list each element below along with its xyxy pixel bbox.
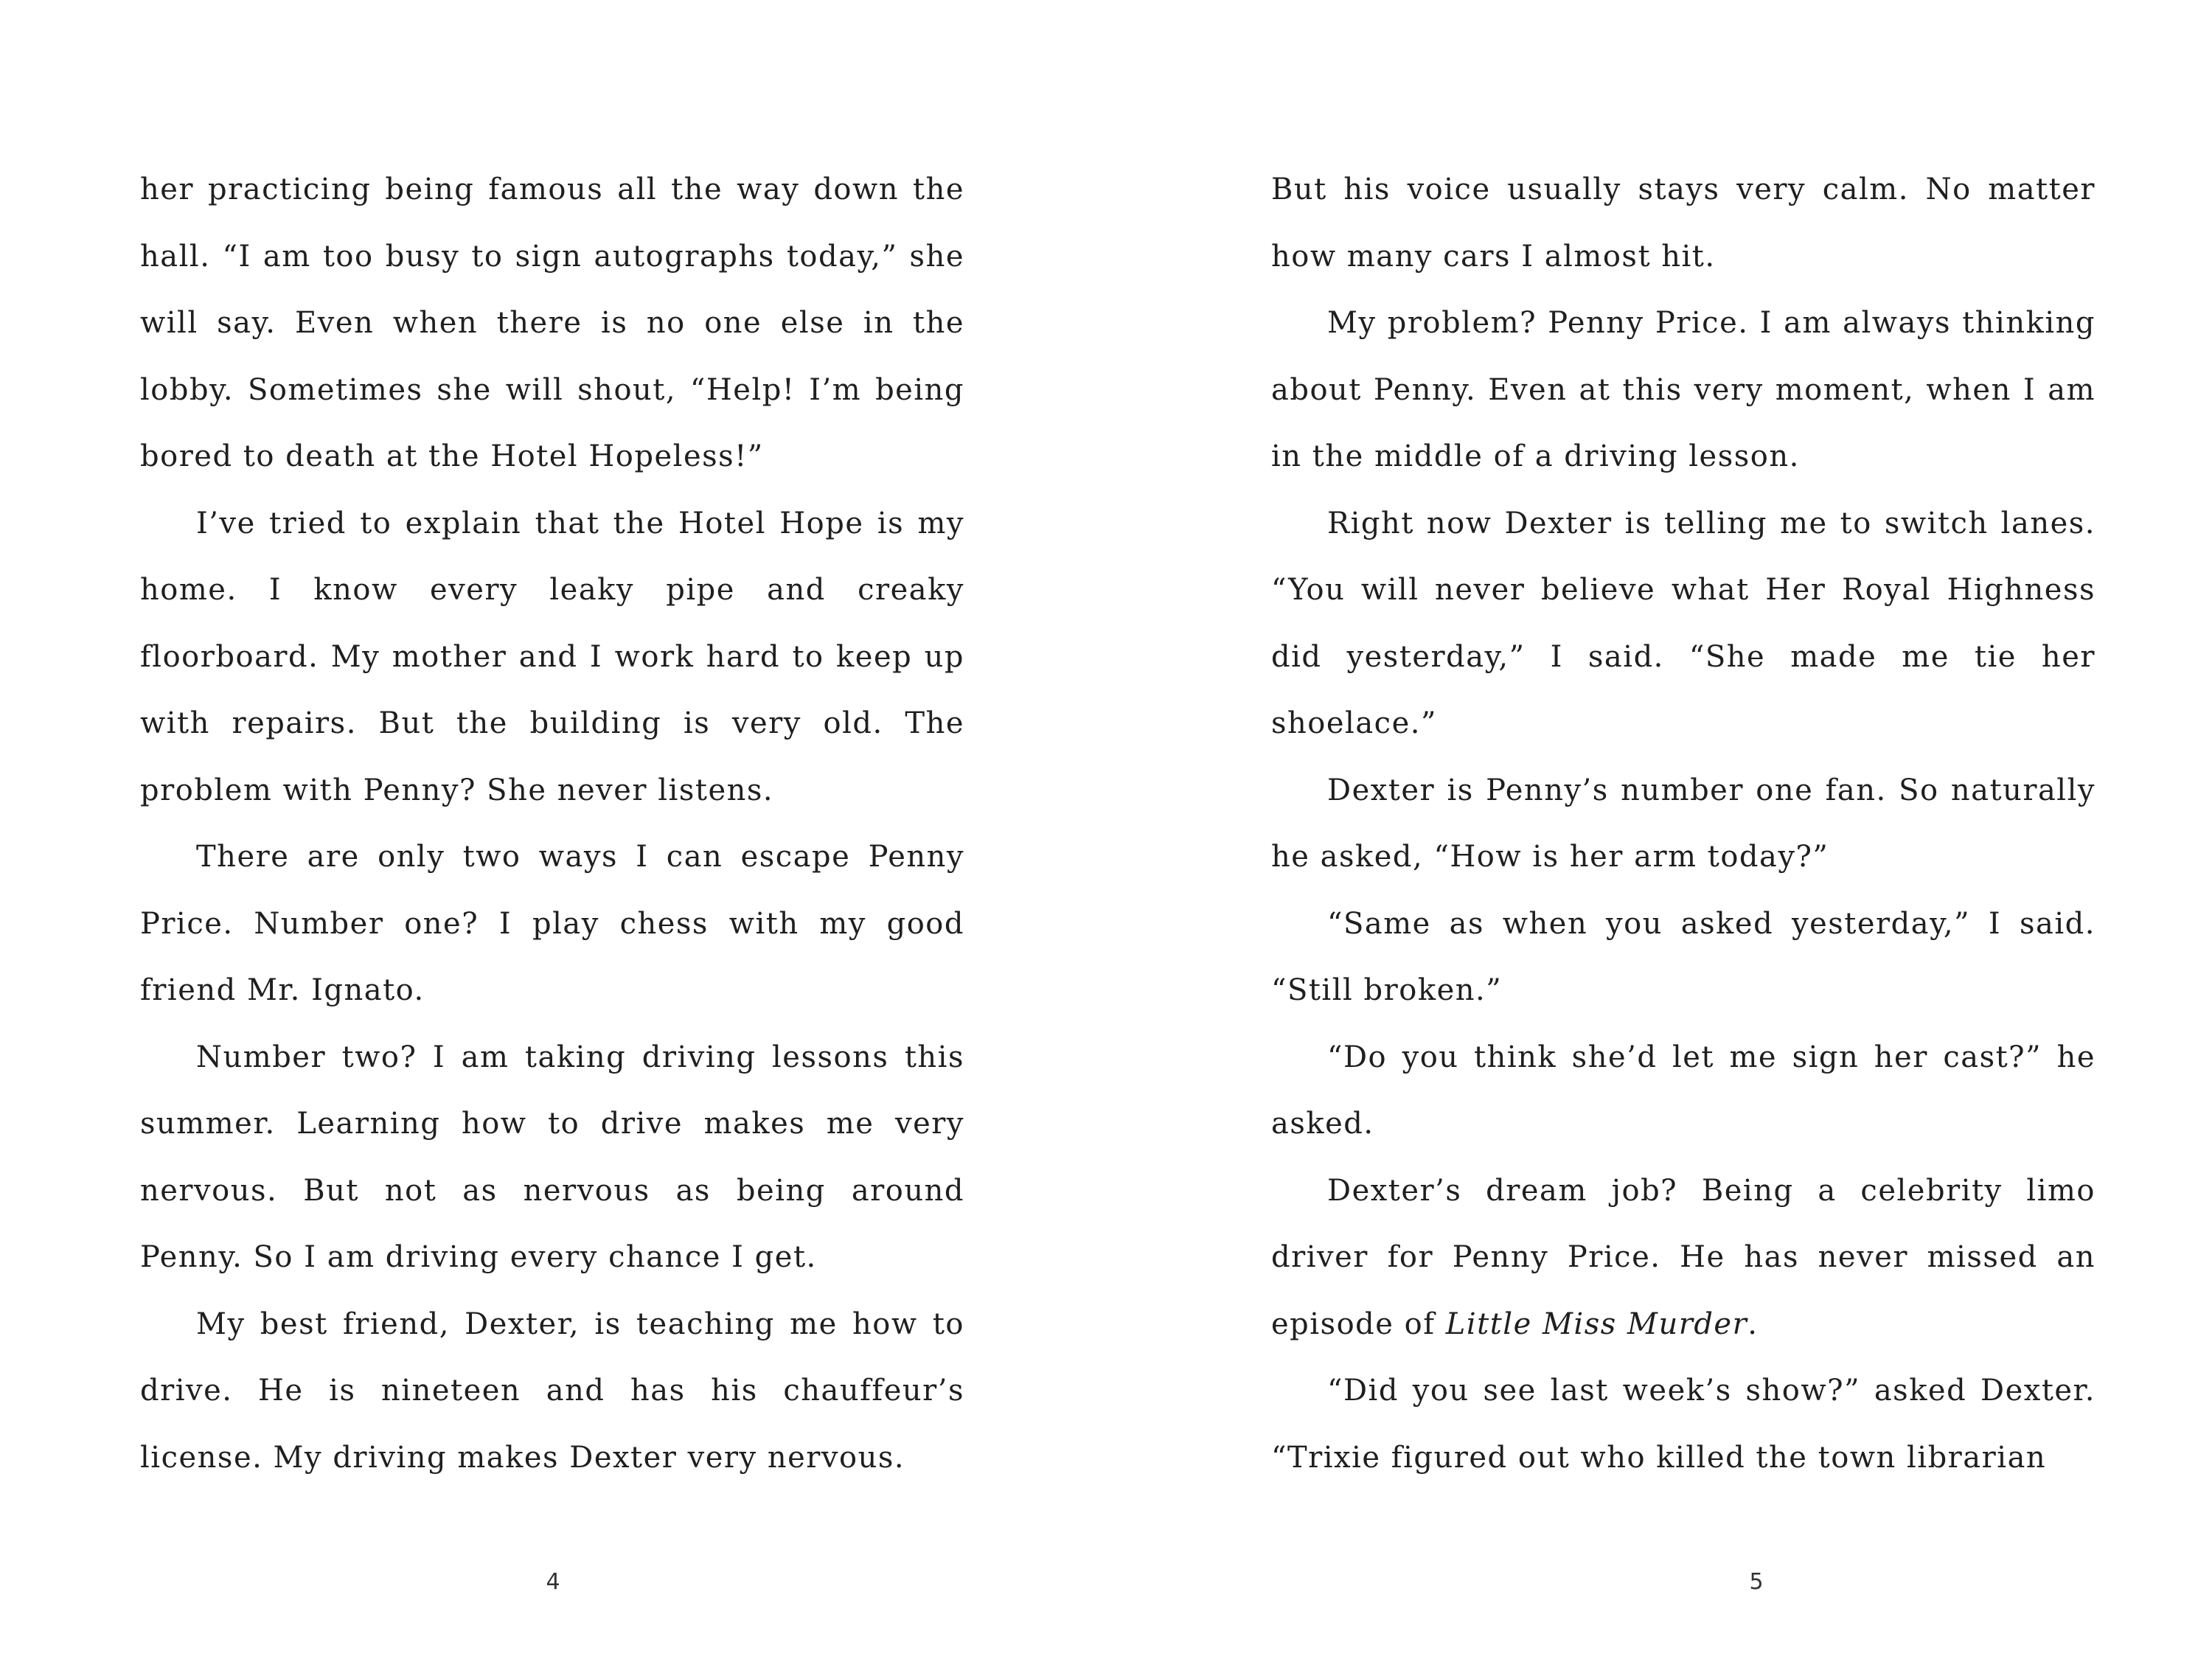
page-number: 5 <box>1749 1569 1764 1595</box>
left-page-text <box>140 156 964 1491</box>
right-page-text <box>1271 156 2096 1491</box>
paragraph-text: Dexter’s dream job? Being a celebrity limo driver for Penny Price. He has never missed an episode of <box>1271 1173 2096 1341</box>
paragraph: But his voice usually stays very calm. No matter how many cars I almost hit. <box>1271 173 2096 274</box>
paragraph: My problem? Penny Price. I am always thinking about Penny. Even at this very moment, when I am in the middle of a driving lesson. <box>1271 306 2096 473</box>
show-title: Little Miss Murder <box>1445 1307 1748 1341</box>
paragraph: her practicing being famous all the way down the hall. “I am too busy to sign autographs today,” she will say. Even when there is no one else in the lobby. Sometimes she will shout, “Help! I’m being bored to death at the Hotel Hopeless!” <box>140 173 964 473</box>
paragraph: “Same as when you asked yesterday,” I said. “Still broken.” <box>1271 906 2096 1007</box>
paragraph: I’ve tried to explain that the Hotel Hope is my home. I know every leaky pipe and creaky floorboard. My mother and I work hard to keep up with repairs. But the building is very old. The problem with Penny? She never listens. <box>140 506 964 807</box>
paragraph: My best friend, Dexter, is teaching me how to drive. He is nineteen and has his chauffeur’s license. My driving makes Dexter very nervous. <box>140 1307 964 1475</box>
paragraph: Number two? I am taking driving lessons this summer. Learning how to drive makes me very nervous. But not as nervous as being around Penny. So I am driving every chance I get. <box>140 1040 964 1274</box>
paragraph: “Did you see last week’s show?” asked Dexter. “Trixie figured out who killed the town librarian <box>1271 1374 2096 1475</box>
right-page <box>1106 0 2212 1659</box>
paragraph <box>1271 1158 2096 1358</box>
paragraph: There are only two ways I can escape Penny Price. Number one? I play chess with my good friend Mr. Ignato. <box>140 840 964 1007</box>
paragraph: Dexter is Penny’s number one fan. So naturally he asked, “How is her arm today?” <box>1271 773 2096 874</box>
paragraph: Right now Dexter is telling me to switch lanes. “You will never believe what Her Royal Highness did yesterday,” I said. “She made me tie her shoelace.” <box>1271 506 2096 740</box>
page-number: 4 <box>546 1569 560 1595</box>
paragraph-tail: . <box>1747 1307 1759 1341</box>
paragraph: “Do you think she’d let me sign her cast?” he asked. <box>1271 1040 2096 1141</box>
